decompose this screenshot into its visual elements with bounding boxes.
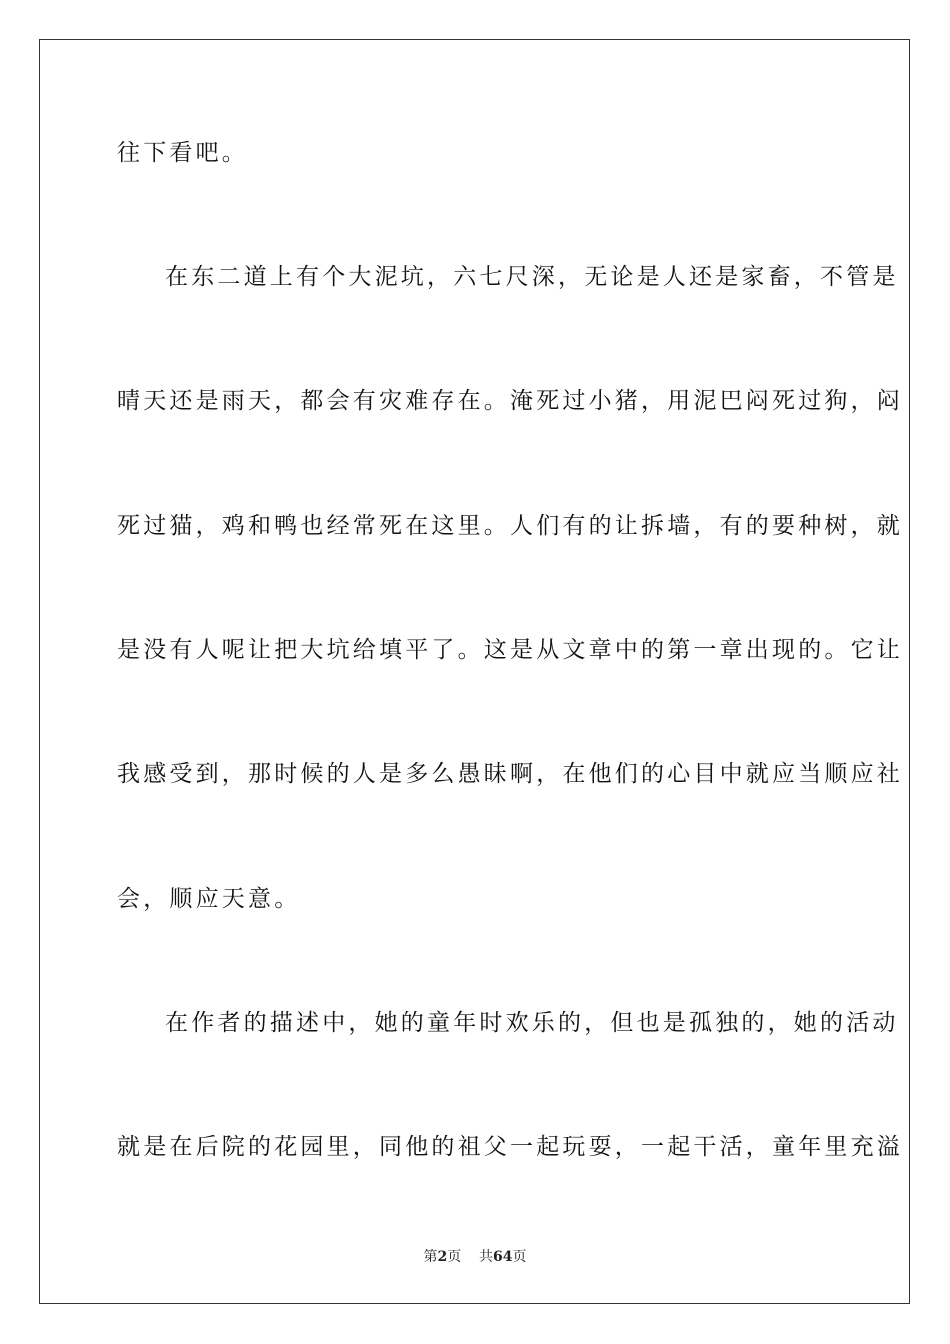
page-border xyxy=(39,39,910,1304)
text-line-3: 晴天还是雨天，都会有灾难存在。淹死过小猪，用泥巴闷死过狗，闷 xyxy=(117,388,903,414)
text-line-4: 死过猫，鸡和鸭也经常死在这里。人们有的让拆墙，有的要种树，就 xyxy=(117,513,903,539)
text-line-5: 是没有人呢让把大坑给填平了。这是从文章中的第一章出现的。它让 xyxy=(117,637,903,663)
footer-page-suffix: 页 xyxy=(447,1249,462,1265)
text-line-9: 就是在后院的花园里，同他的祖父一起玩耍，一起干活，童年里充溢 xyxy=(117,1134,903,1160)
text-line-6: 我感受到，那时候的人是多么愚昧啊，在他们的心目中就应当顺应社 xyxy=(117,761,903,787)
footer-total-prefix: 共 xyxy=(479,1249,494,1265)
text-line-8: 在作者的描述中，她的童年时欢乐的，但也是孤独的，她的活动 xyxy=(165,1010,899,1036)
page-footer xyxy=(0,1248,950,1266)
text-line-2: 在东二道上有个大泥坑，六七尺深，无论是人还是家畜，不管是 xyxy=(165,264,899,290)
footer-page-number: 2 xyxy=(437,1249,448,1265)
footer-total-pages: 64 xyxy=(493,1249,513,1265)
footer-total-suffix: 页 xyxy=(512,1249,527,1265)
footer-page-prefix: 第 xyxy=(423,1249,438,1265)
text-line-1: 往下看吧。 xyxy=(117,140,248,166)
text-line-7: 会，顺应天意。 xyxy=(117,886,301,912)
